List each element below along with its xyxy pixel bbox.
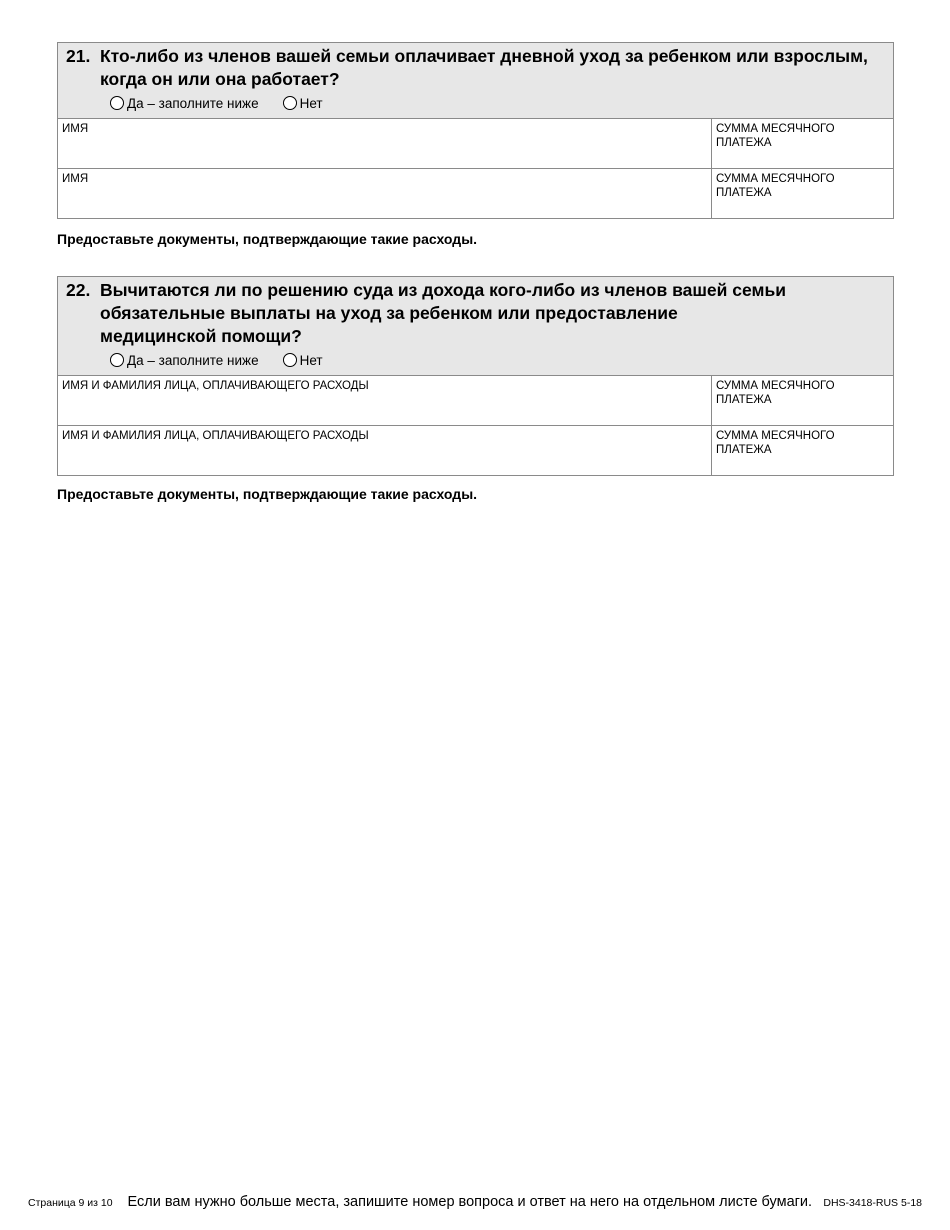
question-21-no-option[interactable] [283, 96, 323, 111]
monthly-payment-input[interactable] [716, 188, 889, 214]
question-22-options [110, 350, 885, 370]
radio-button-icon[interactable] [283, 353, 297, 367]
name-input[interactable] [62, 188, 707, 214]
name-input[interactable] [62, 138, 707, 164]
monthly-payment-input[interactable] [716, 138, 889, 164]
table-row [58, 168, 893, 218]
payer-name-field[interactable] [58, 376, 712, 425]
table-row [58, 425, 893, 475]
page-number: Страница 9 из 10 [28, 1197, 113, 1209]
monthly-payment-field[interactable] [712, 169, 893, 218]
page-footer [28, 1194, 922, 1210]
footer-note: Если вам нужно больше места, запишите номер вопроса и ответ на него на отдельном листе бумаги. [127, 1194, 813, 1210]
monthly-payment-label: СУММА МЕСЯЧНОГО ПЛАТЕЖА [716, 123, 835, 149]
question-21-no-label: Нет [299, 95, 323, 111]
radio-button-icon[interactable] [283, 96, 297, 110]
question-21-header [58, 43, 893, 119]
radio-button-icon[interactable] [110, 96, 124, 110]
question-21-text: Кто-либо из членов вашей семьи оплачивает дневной уход за ребенком или взрослым, когда он или она работает? [100, 46, 868, 89]
monthly-payment-field[interactable] [712, 426, 893, 475]
question-22-header [58, 277, 893, 376]
question-21-yes-label: Да – заполните ниже [127, 95, 259, 111]
form-code: DHS-3418-RUS 5-18 [823, 1197, 922, 1209]
monthly-payment-label: СУММА МЕСЯЧНОГО ПЛАТЕЖА [716, 430, 835, 456]
question-21-yes-option[interactable] [110, 96, 259, 111]
question-22-text: Вычитаются ли по решению суда из дохода кого-либо из членов вашей семьи обязательные выплаты на уход за ребенком или предоставление медицинской помощи? [100, 280, 786, 346]
name-field-label: ИМЯ [62, 173, 89, 185]
table-row [58, 119, 893, 168]
monthly-payment-input[interactable] [716, 445, 889, 471]
monthly-payment-label: СУММА МЕСЯЧНОГО ПЛАТЕЖА [716, 173, 835, 199]
monthly-payment-field[interactable] [712, 376, 893, 425]
table-row [58, 376, 893, 425]
name-field[interactable] [58, 169, 712, 218]
question-21-section [57, 42, 894, 219]
question-21-number: 21. [66, 46, 91, 66]
name-field[interactable] [58, 119, 712, 168]
question-22-number: 22. [66, 280, 91, 300]
payer-name-label: ИМЯ И ФАМИЛИЯ ЛИЦА, ОПЛАЧИВАЮЩЕГО РАСХОДЫ [62, 380, 369, 392]
question-22-no-label: Нет [299, 352, 323, 368]
question-22-yes-label: Да – заполните ниже [127, 352, 259, 368]
monthly-payment-input[interactable] [716, 395, 889, 421]
payer-name-input[interactable] [62, 445, 707, 471]
monthly-payment-field[interactable] [712, 119, 893, 168]
payer-name-input[interactable] [62, 395, 707, 421]
question-22-note: Предоставьте документы, подтверждающие такие расходы. [57, 486, 478, 502]
payer-name-label: ИМЯ И ФАМИЛИЯ ЛИЦА, ОПЛАЧИВАЮЩЕГО РАСХОДЫ [62, 430, 369, 442]
question-22-section [57, 276, 894, 476]
question-21-note: Предоставьте документы, подтверждающие такие расходы. [57, 231, 478, 247]
monthly-payment-label: СУММА МЕСЯЧНОГО ПЛАТЕЖА [716, 380, 835, 406]
name-field-label: ИМЯ [62, 123, 89, 135]
question-22-no-option[interactable] [283, 353, 323, 368]
payer-name-field[interactable] [58, 426, 712, 475]
radio-button-icon[interactable] [110, 353, 124, 367]
question-21-options [110, 93, 885, 113]
question-22-yes-option[interactable] [110, 353, 259, 368]
